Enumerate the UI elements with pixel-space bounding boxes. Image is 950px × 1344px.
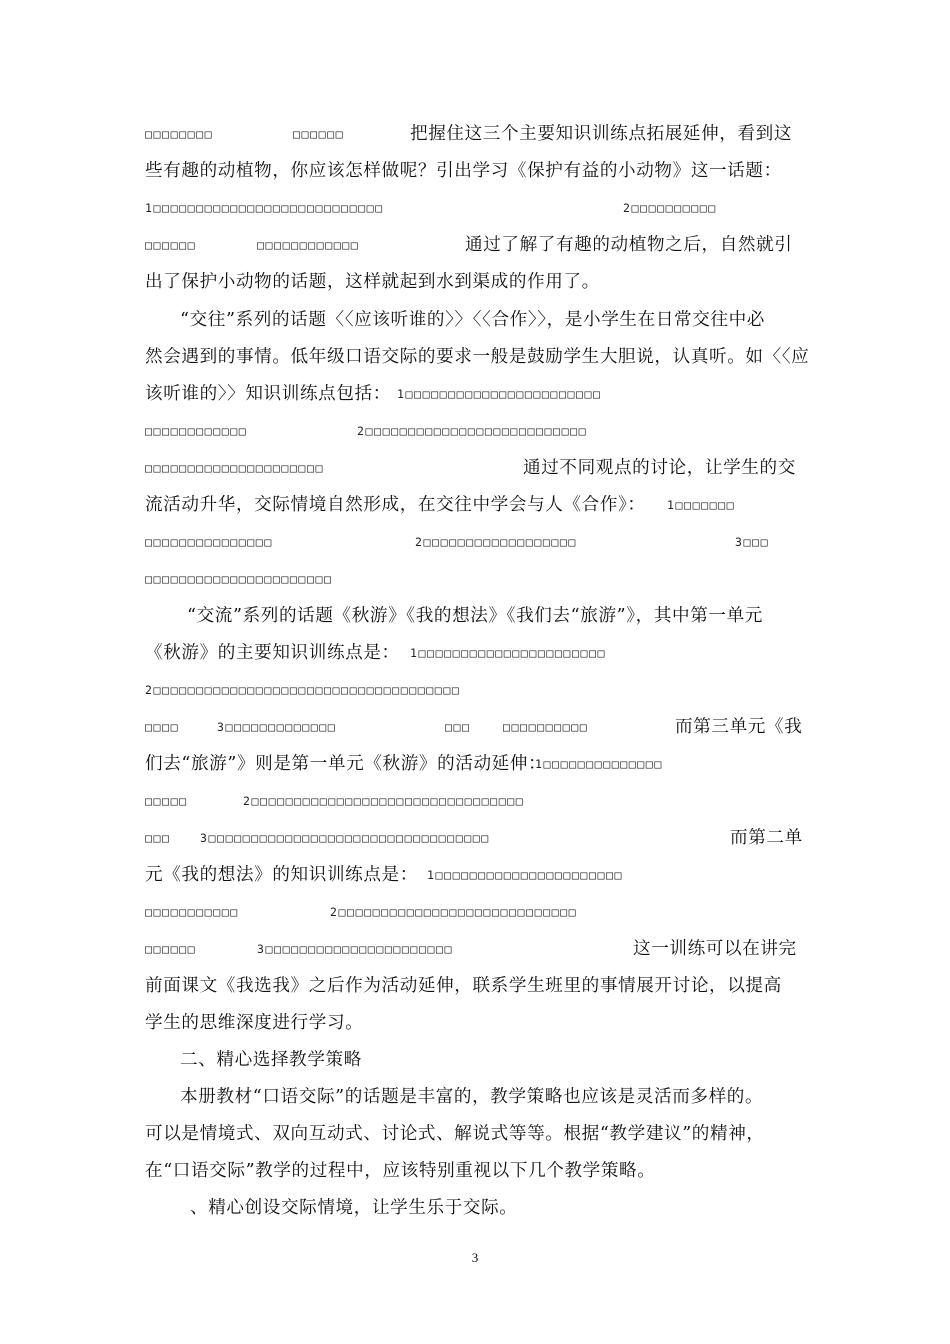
paragraph-text: 元《我的想法》的知识训练点是：: [145, 865, 418, 885]
garbled-text: □□□□□□□□: [145, 127, 214, 141]
paragraph-text: 些有趣的动植物，你应该怎样做呢？引出学习《保护有益的小动物》这一话题：: [145, 161, 782, 181]
garbled-text: 1□□□□□□□: [667, 498, 736, 512]
garbled-text: 1□□□□□□□□□□□□□□□□□□□□□□□: [397, 387, 602, 401]
paragraph-text: 这一训练可以在讲完: [633, 939, 797, 959]
garbled-text: □□□□□: [145, 794, 188, 808]
garbled-text: □□□□□□□□□□□□□□□: [145, 535, 273, 549]
garbled-text: 1□□□□□□□□□□□□□□□□□□□□□□: [410, 646, 607, 660]
paragraph-text: 在“口语交际”教学的过程中，应该特别重视以下几个教学策略。: [145, 1161, 656, 1181]
paragraph-text: 通过不同观点的讨论，让学生的交: [523, 458, 796, 478]
garbled-text: 2□□□□□□□□□□□□□□□□□□: [415, 535, 577, 549]
garbled-text: 2□□□□□□□□□□□□□□□□□□□□□□□□□□□□□□□□□□□□: [145, 683, 461, 697]
garbled-text: □□□□□□: [145, 238, 197, 252]
garbled-text: □□□□□□□□□□□□: [145, 424, 248, 438]
garbled-text: 1□□□□□□□□□□□□□□□□□□□□□□: [427, 868, 624, 882]
garbled-text: □□□□: [145, 720, 180, 734]
garbled-text: 2□□□□□□□□□□□□□□□□□□□□□□□□□□□□: [330, 905, 578, 919]
page-number: 3: [471, 1250, 479, 1265]
paragraph-text: 出了保护小动物的话题，这样就起到水到渠成的作用了。: [145, 272, 600, 292]
paragraph-text: 、精心创设交际情境，让学生乐于交际。: [190, 1198, 518, 1218]
garbled-text: □□□□□□□□□□□□: [257, 238, 360, 252]
paragraph-text: 本册教材“口语交际”的话题是丰富的，教学策略也应该是灵活而多样的。: [180, 1087, 764, 1107]
paragraph-text: 把握住这三个主要知识训练点拓展延伸，看到这: [410, 124, 793, 144]
paragraph-text: “交往”系列的话题〈〈应该听谁的〉〉〈〈合作〉〉，是小学生在日常交往中必: [180, 310, 765, 330]
garbled-text: 2□□□□□□□□□□: [623, 201, 717, 215]
garbled-text: □□□: [145, 831, 171, 845]
paragraph-text: 通过了解了有趣的动植物之后，自然就引: [465, 235, 793, 255]
paragraph-text: 前面课文《我选我》之后作为活动延伸，联系学生班里的事情展开讨论，以提高: [145, 976, 782, 996]
paragraph-text: 们去“旅游”》则是第一单元《秋游》的活动延伸：: [145, 754, 547, 774]
garbled-text: □□□□□□: [293, 127, 345, 141]
garbled-text: 1□□□□□□□□□□□□□□: [535, 757, 663, 771]
paragraph-text: “交流”系列的话题《秋游》《我的想法》《我们去“旅游”》，其中第一单元: [187, 606, 763, 626]
paragraph-text: 而第二单: [730, 828, 803, 848]
paragraph-text: 学生的思维深度进行学习。: [145, 1013, 364, 1033]
garbled-text: 3□□□□□□□□□□□□□: [217, 720, 337, 734]
garbled-text: 2□□□□□□□□□□□□□□□□□□□□□□□□□□□□□□□□: [243, 794, 525, 808]
garbled-text: □□□□□□□□□□□□□□□□□□□□□: [145, 461, 324, 475]
garbled-text: □□□□□□□□□□□: [145, 905, 239, 919]
paragraph-text: 二、精心选择教学策略: [180, 1050, 362, 1070]
garbled-text: □□□□□□□□□□: [503, 720, 589, 734]
paragraph-text: 可以是情境式、双向互动式、讨论式、解说式等等。根据“教学建议”的精神，: [145, 1124, 765, 1144]
garbled-text: □□□□□□: [145, 942, 197, 956]
paragraph-text: 《秋游》的主要知识训练点是：: [145, 643, 400, 663]
paragraph-text: 流活动升华，交际情境自然形成，在交往中学会与人《合作》：: [145, 495, 646, 515]
paragraph-text: 该听谁的〉〉知识训练点包括：: [145, 384, 391, 404]
garbled-text: 1□□□□□□□□□□□□□□□□□□□□□□□□□□□: [145, 201, 384, 215]
garbled-text: 3□□□□□□□□□□□□□□□□□□□□□□□□□□□□□□□□□: [200, 831, 490, 845]
paragraph-text: 然会遇到的事情。低年级口语交际的要求一般是鼓励学生大胆说，认真听。如〈〈应: [145, 347, 810, 367]
garbled-text: 2□□□□□□□□□□□□□□□□□□□□□□□□□□: [357, 424, 588, 438]
garbled-text: 3□□□: [735, 535, 770, 549]
paragraph-text: 而第三单元《我: [675, 717, 803, 737]
garbled-text: 3□□□□□□□□□□□□□□□□□□□□□□: [257, 942, 454, 956]
garbled-text: □□□: [445, 720, 471, 734]
garbled-text: □□□□□□□□□□□□□□□□□□□□□□: [145, 572, 333, 586]
